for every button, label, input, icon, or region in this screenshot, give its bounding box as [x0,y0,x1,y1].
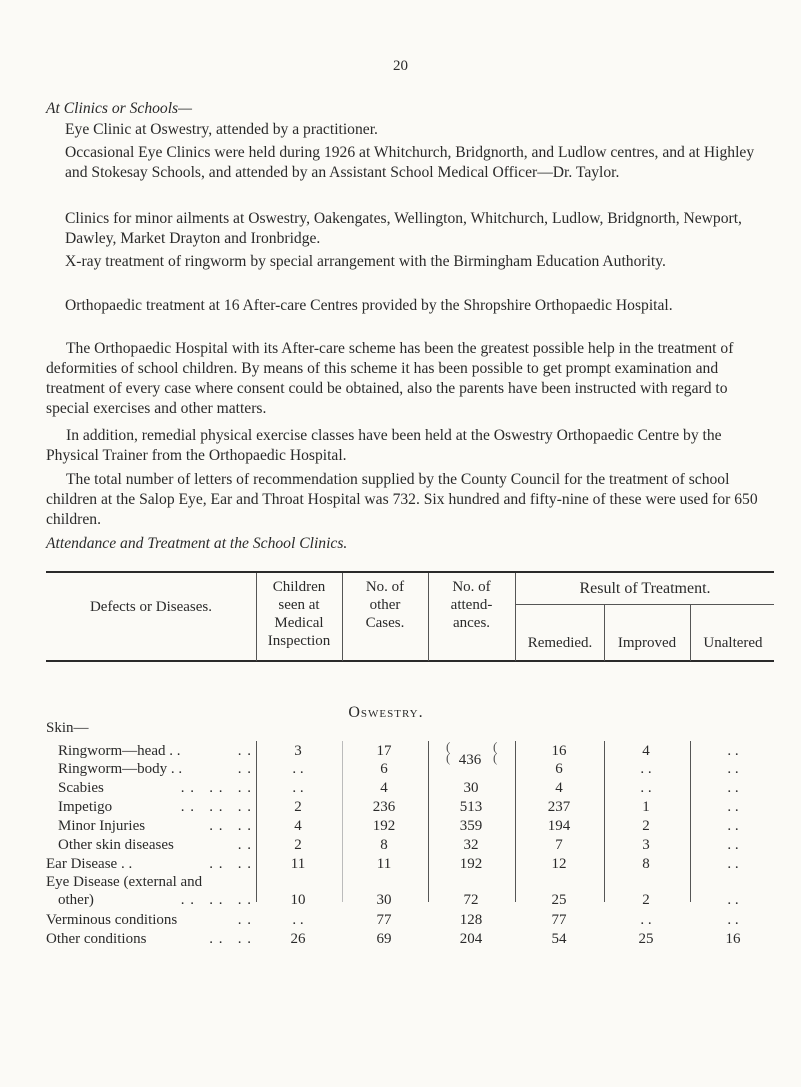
ringworm-attend-combined: 436 [458,752,482,768]
row-label: Eye Disease (external and [46,874,203,890]
header-attend-line: ances. [452,615,491,631]
row-label: Other skin diseases [58,837,174,853]
header-divider [604,604,605,661]
clinics-item: Eye Clinic at Oswestry, attended by a practitioner. [65,121,378,138]
row-label: Ringworm—head . . [58,743,181,759]
row-label: Ringworm—body . . [58,761,183,777]
body-divider [428,741,429,902]
table-title: Attendance and Treatment at the School Clinics. [46,535,348,552]
cell-improved: . . [640,761,652,777]
cell-remedied: 25 [551,892,567,908]
cell-attend: 72 [463,892,479,908]
cell-children: 3 [294,743,302,759]
cell-children: 2 [294,799,302,815]
header-children-line: seen at [278,597,320,613]
cell-attend: 513 [459,799,483,815]
cell-improved: 3 [642,837,650,853]
row-label: Other conditions [46,931,147,947]
header-other-line: Cases. [365,615,405,631]
body-divider [690,741,691,902]
row-leader-dots: . . [237,743,252,759]
clinics-heading: At Clinics or Schools— [46,100,192,117]
header-other-line: other [369,597,401,613]
cell-children: . . [292,912,304,928]
cell-other: 77 [376,912,392,928]
cell-children: 2 [294,837,302,853]
cell-other: 30 [376,892,392,908]
clinics-item-text: Occasional Eye Clinics were held during 1926 at Whitchurch, Bridgnorth, and Ludlow centres, and at Highley and Stokesay Schools, and attended by an Assistant School Medical Officer—Dr. Taylor. [65,144,755,181]
paragraph: In addition, remedial physical exercise classes have been held at the Oswestry Orthopaedic Centre by the Physical Trainer from the Orthopaedic Hospital. [46,427,722,464]
header-attendances [428,578,515,632]
row-leader-dots: . . . . [209,856,252,872]
cell-other: 69 [376,931,392,947]
clinics-item: X-ray treatment of ringworm by special arrangement with the Birmingham Education Authority. [65,253,666,270]
cell-unaltered: . . [727,818,739,834]
header-remedied: Remedied. [527,635,593,651]
cell-other: 6 [380,761,388,777]
cell-other: 236 [372,799,396,815]
cell-children: 10 [290,892,306,908]
cell-remedied: 16 [551,743,567,759]
header-improved: Improved [617,635,677,651]
cell-children: 4 [294,818,302,834]
row-leader-dots: . . . . [209,931,252,947]
cell-attend: 32 [463,837,479,853]
cell-improved: 2 [642,892,650,908]
cell-improved: 8 [642,856,650,872]
row-leader-dots: . . [237,761,252,777]
header-attend-line: No. of [452,579,491,595]
cell-children: . . [292,761,304,777]
group-label: Skin— [46,720,89,736]
cell-unaltered: . . [727,780,739,796]
clinics-item [65,143,770,183]
cell-remedied: 4 [555,780,563,796]
row-leader-dots: . . . . [209,818,252,834]
row-leader-dots: . . . . . . [180,780,252,796]
header-unaltered: Unaltered [703,635,763,651]
cell-remedied: 6 [555,761,563,777]
cell-other: 192 [372,818,396,834]
cell-attend: 192 [459,856,483,872]
clinics-item: Clinics for minor ailments at Oswestry, Oakengates, Wellington, Whitchurch, Ludlow, Bridgnorth, Newport, Dawley, Market Drayton and Ironbridge. [65,210,742,247]
row-label: Impetigo [58,799,113,815]
header-other-cases [342,578,428,632]
cell-unaltered: . . [727,799,739,815]
paragraph: The Orthopaedic Hospital with its After-care scheme has been the greatest possible help in the treatment of deformities of school children. By means of this scheme it has been possible to get prompt examination and treatment of every case where consent could be obtained, also the parents have been instructed with regard to special exercises and other matters. [46,340,734,417]
cell-improved: 4 [642,743,650,759]
cell-remedied: 7 [555,837,563,853]
cell-attend: 30 [463,780,479,796]
header-attend-line: attend- [450,597,493,613]
cell-remedied: 194 [547,818,571,834]
cell-improved: 25 [638,931,654,947]
header-other-line: No. of [365,579,405,595]
cell-unaltered: 16 [725,931,741,947]
cell-other: 11 [376,856,392,872]
cell-unaltered: . . [727,743,739,759]
cell-attend: 128 [459,912,483,928]
cell-unaltered: . . [727,892,739,908]
cell-improved: 1 [642,799,650,815]
row-label: other) [58,892,94,908]
cell-remedied: 77 [551,912,567,928]
header-children-line: Inspection [267,633,331,649]
row-leader-dots: . . [237,837,252,853]
cell-remedied: 54 [551,931,567,947]
header-children-line: Children [272,579,326,595]
cell-improved: 2 [642,818,650,834]
cell-unaltered: . . [727,856,739,872]
section-heading: Oswestry. [348,704,424,721]
body-divider [256,741,257,902]
row-label: Scabies [58,780,104,796]
cell-attend: 204 [459,931,483,947]
body-divider [342,741,343,902]
cell-unaltered: . . [727,837,739,853]
cell-children: 11 [290,856,306,872]
table-header-rule [46,660,774,662]
row-leader-dots: . . . . . . [180,799,252,815]
cell-attend: 359 [459,818,483,834]
header-divider [690,604,691,661]
cell-improved: . . [640,912,652,928]
cell-remedied: 12 [551,856,567,872]
header-defects: Defects or Diseases. [89,599,213,615]
result-sub-rule [516,604,774,605]
cell-remedied: 237 [547,799,571,815]
row-label: Minor Injuries [58,818,146,834]
cell-children: 26 [290,931,306,947]
row-leader-dots: . . [237,912,252,928]
cell-other: 17 [376,743,392,759]
cell-other: 8 [380,837,388,853]
ringworm-attend-brace-left: ( ( [446,739,451,765]
cell-unaltered: . . [727,912,739,928]
body-divider [515,741,516,902]
clinics-item: Orthopaedic treatment at 16 After-care Centres provided by the Shropshire Orthopaedic Hospital. [65,297,673,314]
header-children-line: Medical [274,615,324,631]
page-number: 20 [393,58,408,74]
body-divider [604,741,605,902]
cell-children: . . [292,780,304,796]
cell-improved: . . [640,780,652,796]
header-result: Result of Treatment. [579,580,711,597]
row-leader-dots: . . . . . . [180,892,252,908]
table-top-rule [46,571,774,573]
header-children [256,578,342,650]
ringworm-attend-brace-right: ( ( [493,739,498,765]
cell-unaltered: . . [727,761,739,777]
row-label: Ear Disease . . [46,856,133,872]
paragraph: The total number of letters of recommendation supplied by the County Council for the treatment of school children at the Salop Eye, Ear and Throat Hospital was 732. Six hundred and fifty-nine of these were used for 650 children. [46,471,758,528]
row-label: Verminous conditions [46,912,178,928]
cell-other: 4 [380,780,388,796]
